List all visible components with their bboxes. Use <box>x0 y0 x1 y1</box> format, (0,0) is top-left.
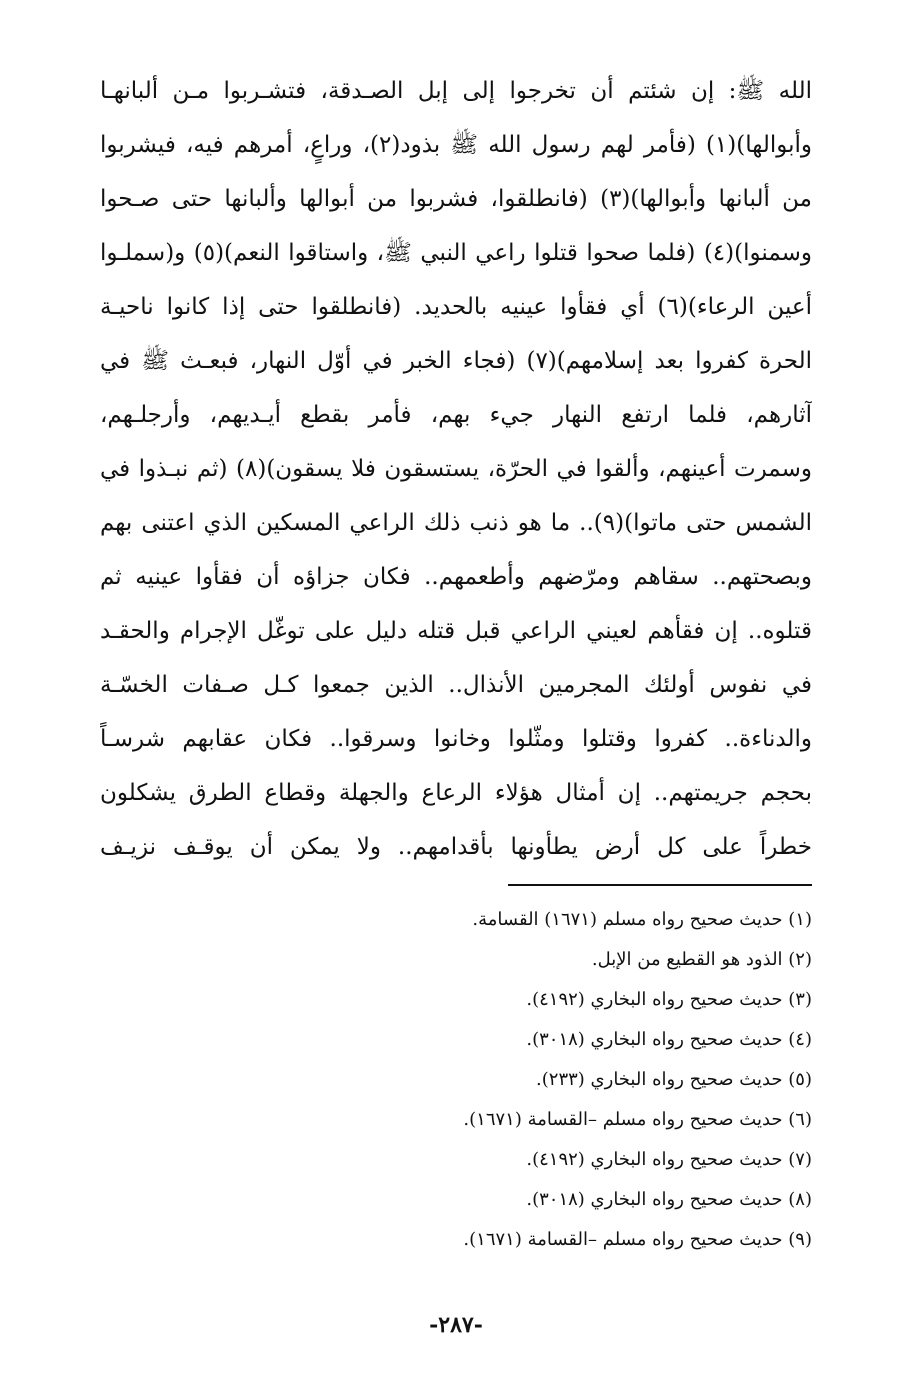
footnotes <box>100 900 812 1260</box>
text-line: بحجم جريمتهم.. إن أمثال هؤلاء الرعاع والجهلة وقطاع الطرق يشكلون <box>100 780 812 806</box>
text-line: الشمس حتى ماتوا)(٩).. ما هو ذنب ذلك الراعي المسكين الذي اعتنى بهم <box>100 510 812 536</box>
footnote-item: (٥) حديث صحيح رواه البخاري (٢٣٣). <box>536 1069 812 1090</box>
text-line: الحرة كفروا بعد إسلامهم)(٧) (فجاء الخبر في أوّل النهار، فبعـث ﷺ في <box>100 348 812 374</box>
footnote-item: (٣) حديث صحيح رواه البخاري (٤١٩٢). <box>526 989 812 1010</box>
footnote-item: (٦) حديث صحيح رواه مسلم –القسامة (١٦٧١). <box>463 1109 812 1130</box>
footnote-item: (٤) حديث صحيح رواه البخاري (٣٠١٨). <box>526 1029 812 1050</box>
page-number: -٢٨٧- <box>429 1312 483 1338</box>
text-line: وبصحتهم.. سقاهم ومرّضهم وأطعمهم.. فكان جزاؤه أن فقأوا عينيه ثم <box>100 564 812 590</box>
text-line: وأبوالها)(١) (فأمر لهم رسول الله ﷺ بذود(٢)، وراعٍ، أمرهم فيه، فيشربوا <box>100 132 812 158</box>
text-line: قتلوه.. إن فقأهم لعيني الراعي قبل قتله دليل على توغّل الإجرام والحقـد <box>100 618 812 644</box>
text-line: في نفوس أولئك المجرمين الأنذال.. الذين جمعوا كـل صـفات الخسّـة <box>100 672 812 698</box>
footnote-item: (٧) حديث صحيح رواه البخاري (٤١٩٢). <box>526 1149 812 1170</box>
text-line: خطراً على كل أرض يطأونها بأقدامهم.. ولا يمكن أن يوقـف نزيـف <box>100 834 812 860</box>
footnote-item: (١) حديث صحيح رواه مسلم (١٦٧١) القسامة. <box>472 909 812 930</box>
main-text <box>100 64 812 874</box>
footnote-item: (٢) الذود هو القطيع من الإبل. <box>591 949 812 970</box>
text-line: من ألبانها وأبوالها)(٣) (فانطلقوا، فشربوا من أبوالها وألبانها حتى صـحوا <box>100 186 812 212</box>
footnote-item: (٨) حديث صحيح رواه البخاري (٣٠١٨). <box>526 1189 812 1210</box>
text-line: الله ﷺ: إن شئتم أن تخرجوا إلى إبل الصـدقة، فتشـربوا مـن ألبانهـا <box>100 78 812 104</box>
text-line: والدناءة.. كفروا وقتلوا ومثّلوا وخانوا وسرقوا.. فكان عقابهم شرسـاً <box>100 726 812 752</box>
text-line: أعين الرعاء)(٦) أي فقأوا عينيه بالحديد. (فانطلقوا حتى إذا كانوا ناحيـة <box>100 294 812 320</box>
text-line: وسمرت أعينهم، وألقوا في الحرّة، يستسقون فلا يسقون)(٨) (ثم نبـذوا في <box>100 456 812 482</box>
text-line: وسمنوا)(٤) (فلما صحوا قتلوا راعي النبي ﷺ، واستاقوا النعم)(٥) و(سملـوا <box>100 240 812 266</box>
footnote-item: (٩) حديث صحيح رواه مسلم –القسامة (١٦٧١). <box>463 1229 812 1250</box>
footnote-separator <box>508 884 812 886</box>
text-line: آثارهم، فلما ارتفع النهار جيء بهم، فأمر بقطع أيـديهم، وأرجلـهم، <box>100 402 812 428</box>
